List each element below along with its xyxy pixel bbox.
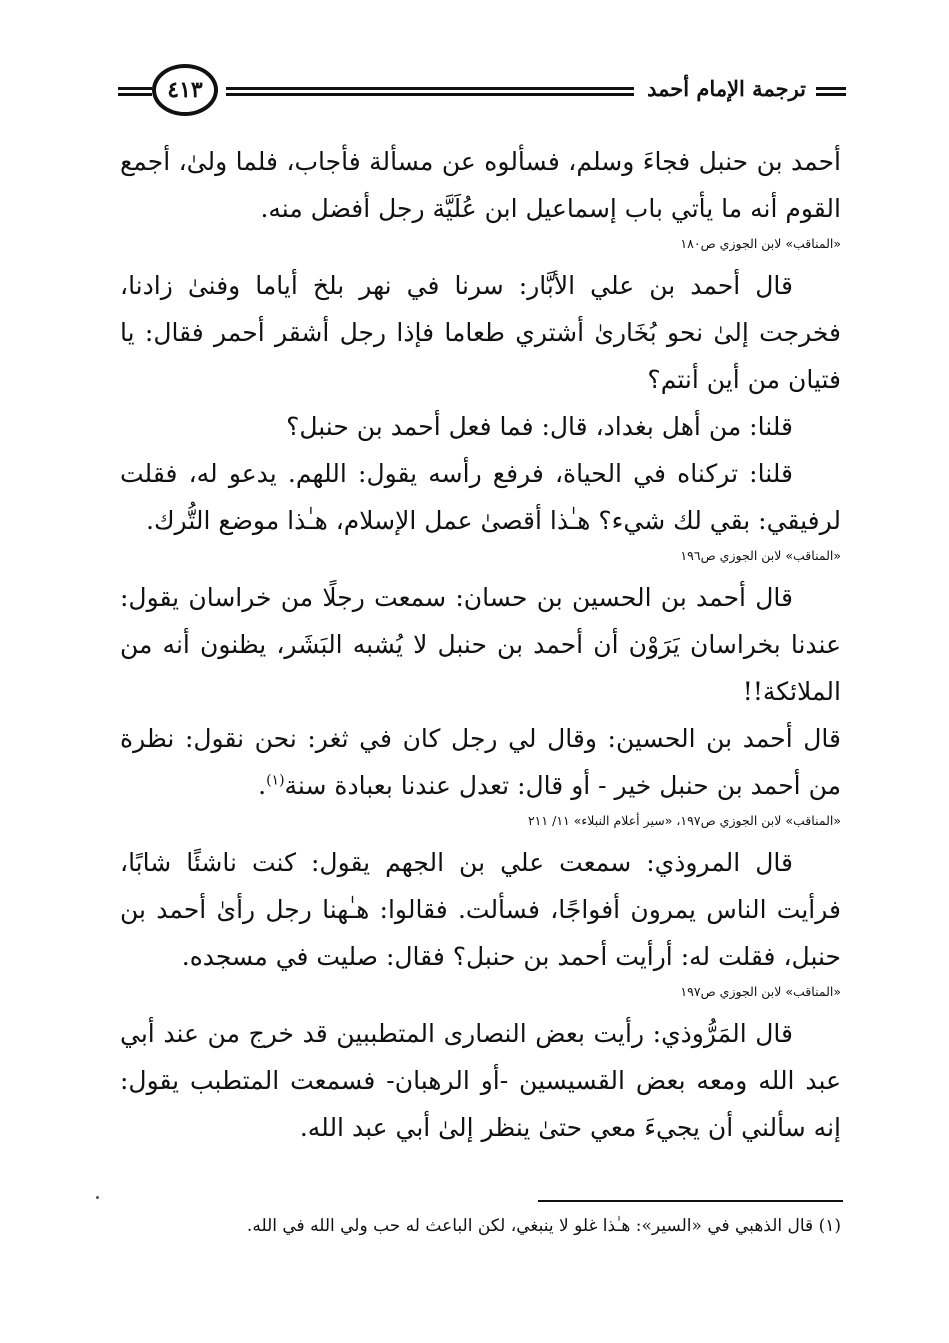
paragraph — [120, 839, 841, 980]
source-citation — [120, 981, 841, 1003]
paragraph-text: قال أحمد بن الحسين: وقال لي رجل كان في ثغر: نحن نقول: نظرة من أحمد بن حنبل خير - أو قال: تعدل عندنا بعبادة سنة — [120, 724, 841, 800]
footnote — [120, 1212, 841, 1240]
source-citation — [120, 233, 841, 255]
scan-speck — [96, 1196, 99, 1199]
paragraph — [120, 403, 841, 450]
citation-text: «المناقب» لابن الجوزي ص١٩٦ — [680, 548, 841, 563]
paragraph — [120, 138, 841, 232]
paragraph-text: قلنا: من أهل بغداد، قال: فما فعل أحمد بن حنبل؟ — [286, 412, 793, 441]
footnote-text: قال الذهبي في «السير»: هـٰذا غلو لا ينبغي، لكن الباعث له حب ولي الله في الله. — [246, 1216, 814, 1236]
paragraph-text: قال أحمد بن الحسين بن حسان: سمعت رجلًا من خراسان يقول: عندنا بخراسان يَرَوْن أن أحمد بن حنبل لا يُشبه البَشَر، يظنون أنه من الملائكة!! — [120, 583, 841, 706]
footnote-marker: (١) — [818, 1216, 841, 1236]
page-number: ٤١٣ — [152, 64, 218, 116]
header-rule-middle — [226, 87, 634, 97]
source-citation — [120, 545, 841, 567]
paragraph-text: قال المروذي: سمعت علي بن الجهم يقول: كنت ناشئًا شابًا، فرأيت الناس يمرون أفواجًا، فسألت. فقالوا: هـٰهنا رجل رأىٰ أحمد بن حنبل، فقلت له: أرأيت أحمد بن حنبل؟ فقال: صليت في مسجده. — [120, 848, 841, 971]
page-header — [118, 62, 846, 124]
paragraph-text: قال أحمد بن علي الأبَّار: سرنا في نهر بلخ أياما وفنىٰ زادنا، فخرجت إلىٰ نحو بُخَارىٰ أشتري طعاما فإذا رجل أشقر أحمر فقال: يا فتيان من أين أنتم؟ — [120, 271, 841, 394]
paragraph — [120, 574, 841, 715]
paragraph — [120, 715, 841, 809]
paragraph — [120, 1010, 841, 1151]
paragraph-text: قلنا: تركناه في الحياة، فرفع رأسه يقول: اللهم. يدعو له، فقلت لرفيقي: بقي لك شيء؟ هـٰذا أقصىٰ عمل الإسلام، هـٰذا موضع التُّرك. — [120, 459, 841, 535]
source-citation — [120, 810, 841, 832]
citation-text: «المناقب» لابن الجوزي ص١٩٧، «سير أعلام النبلاء» ١١/ ٢١١ — [527, 813, 841, 828]
header-rule-right — [816, 87, 846, 97]
header-rule-left — [118, 87, 152, 97]
footnote-separator — [538, 1200, 843, 1202]
paragraph-tail: . — [258, 771, 267, 800]
page-body — [120, 138, 841, 1151]
footnote-reference[interactable]: (١) — [266, 772, 285, 789]
paragraph-text: قال المَرُّوذي: رأيت بعض النصارى المتطببين قد خرج من عند أبي عبد الله ومعه بعض القسيسين -أو الرهبان- فسمعت المتطبب يقول: إنه سألني أن يجيءَ معي حتىٰ ينظر إلىٰ أبي عبد الله. — [120, 1019, 841, 1142]
citation-text: «المناقب» لابن الجوزي ص١٩٧ — [680, 984, 841, 999]
paragraph — [120, 262, 841, 403]
running-title: ترجمة الإمام أحمد — [647, 76, 806, 101]
paragraph — [120, 450, 841, 544]
paragraph-text: أحمد بن حنبل فجاءَ وسلم، فسألوه عن مسألة فأجاب، فلما ولىٰ، أجمع القوم أنه ما يأتي باب إسماعيل ابن عُلَيَّة رجل أفضل منه. — [120, 147, 841, 223]
citation-text: «المناقب» لابن الجوزي ص١٨٠ — [680, 236, 841, 251]
